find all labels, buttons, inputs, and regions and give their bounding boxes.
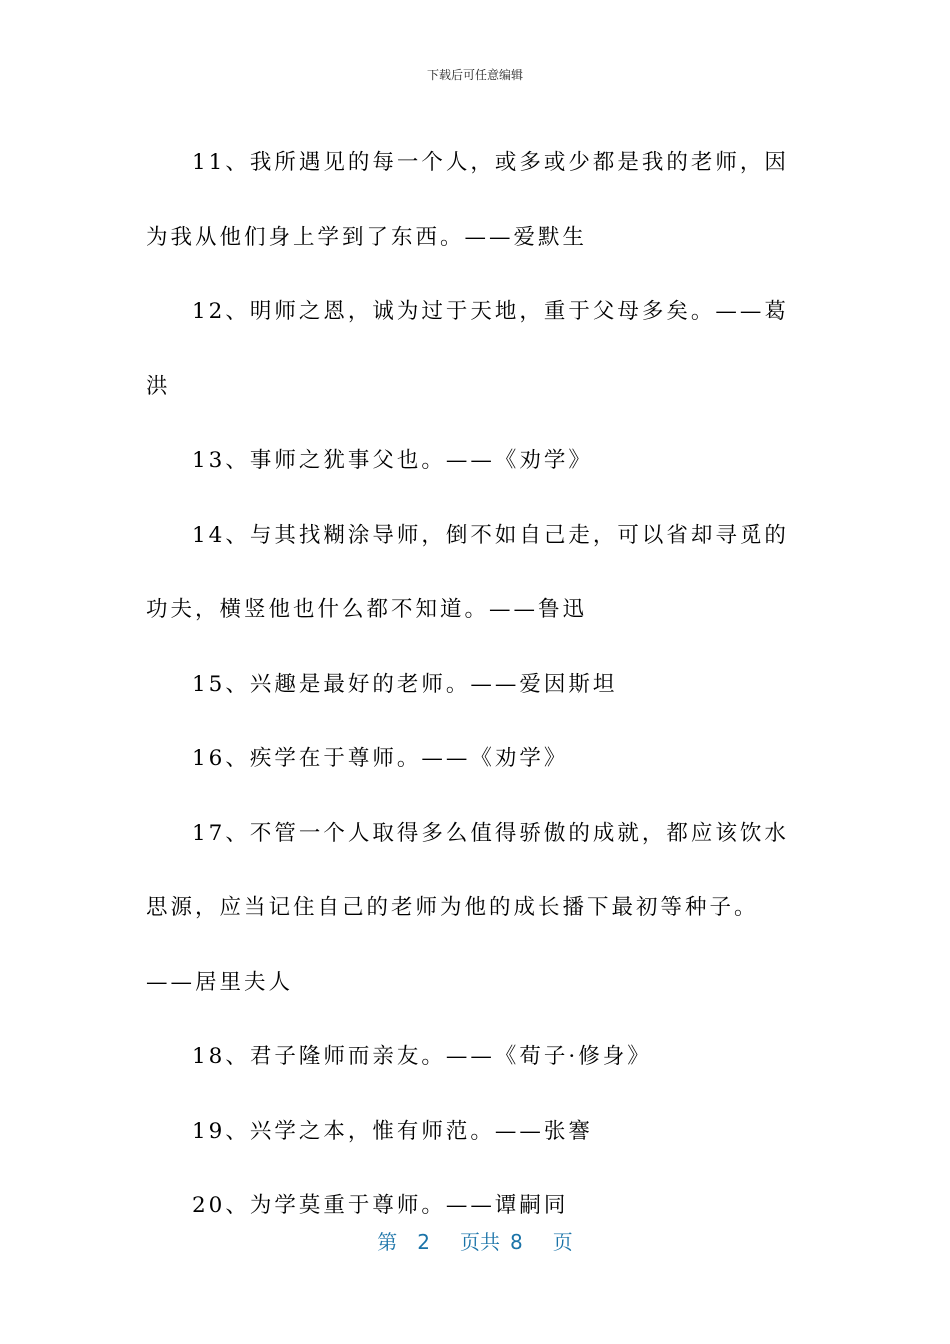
- header-note: 下载后可任意编辑: [426, 68, 523, 82]
- quote-16: 16、疾学在于尊师。——《劝学》: [192, 746, 569, 771]
- page-footer: [0, 1226, 950, 1255]
- quote-12: 12、明师之恩，诚为过于天地，重于父母多矣。——葛洪: [146, 299, 789, 399]
- footer-page-number: 2: [417, 1230, 430, 1254]
- quote-15: 15、兴趣是最好的老师。——爱因斯坦: [192, 671, 618, 697]
- quote-14: 14、与其找糊涂导师，倒不如自己走，可以省却寻觅的功夫，横竖他也什么都不知道。——鲁迅: [146, 522, 789, 622]
- quote-19: 19、兴学之本，惟有师范。——张謇: [192, 1118, 593, 1144]
- quote-list: [146, 126, 796, 1244]
- quote-18: 18、君子隆师而亲友。——《荀子·修身》: [192, 1044, 652, 1069]
- quote-17: 17、不管一个人取得多么值得骄傲的成就，都应该饮水思源，应当记住自己的老师为他的成长播下最初等种子。——居里夫人: [146, 820, 789, 995]
- quote-20: 20、为学莫重于尊师。——谭嗣同: [192, 1193, 569, 1218]
- footer-total-pages: 8: [510, 1230, 523, 1254]
- quote-11: 11、我所遇见的每一个人，或多或少都是我的老师，因为我从他们身上学到了东西。——爱默生: [146, 150, 789, 250]
- footer-prefix: 第: [377, 1230, 398, 1254]
- footer-middle: 页共: [460, 1230, 500, 1254]
- footer-suffix: 页: [552, 1230, 573, 1254]
- quote-13: 13、事师之犹事父也。——《劝学》: [192, 448, 593, 473]
